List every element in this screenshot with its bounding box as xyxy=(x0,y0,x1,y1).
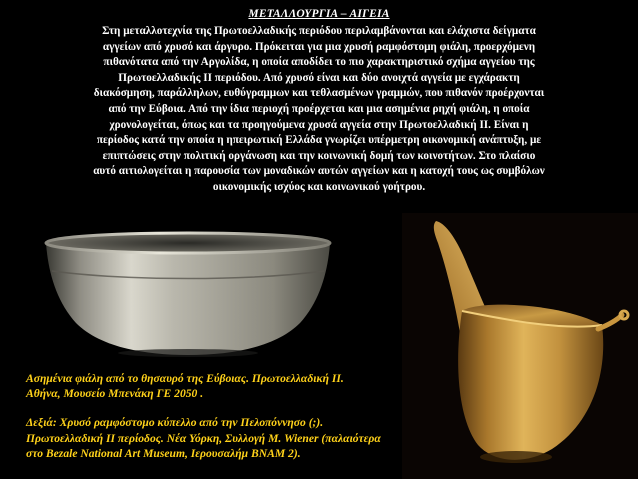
silver-bowl-photo xyxy=(38,231,338,359)
paragraph-line: από την Εύβοια. Από την ίδια περιοχή προέρχεται και μια ασημένια ρηχή φιάλη, η οποία xyxy=(108,102,530,115)
photo-caption xyxy=(26,371,456,461)
paragraph-line: διακόσμηση, παράλληλων, ευθύγραμμων και τεθλασμένων γραμμών, που πιθανόν προέρχονται xyxy=(93,87,545,100)
caption-line: Δεξιά: Χρυσό ραμφόστομο κύπελλο από την Πελοπόννησο (;). xyxy=(26,416,324,430)
paragraph-line: αυτό αιτιολογείται η παρουσία των μοναδικών αυτών αγγείων και η κατοχή τους ως συμβόλων xyxy=(93,165,545,178)
paragraph-line: οικονομικής ισχύος και κοινωνικού γοήτρου. xyxy=(212,180,426,193)
paragraph-line: Στη μεταλλοτεχνία της Πρωτοελλαδικής περιόδου περιλαμβάνονται και ελάχιστα δείγματα xyxy=(102,25,536,37)
paragraph-line: Πρωτοελλαδικής ΙΙ περιόδου. Από χρυσό είναι και δύο ανοιχτά αγγεία με εγχάρακτη xyxy=(118,71,520,84)
paragraph-line: πιθανότατα από την Αργολίδα, η οποία αποδίδει το πιο χαρακτηριστικό σχήμα αγγείου της xyxy=(103,56,535,69)
caption-line: Πρωτοελλαδική ΙΙ περίοδος. Νέα Υόρκη, Συλλογή Μ. Wiener (παλαιότερα xyxy=(26,431,381,445)
caption-line: στο Bezale National Art Museum, Ιερουσαλήμ BNAM 2). xyxy=(26,446,301,460)
paragraph-line: περίοδος κατά την οποία η ηπειρωτική Ελλάδα γνωρίζει υπέρμετρη οικονομική ανάπτυξη, με xyxy=(96,134,542,147)
slide-title: ΜΕΤΑΛΛΟΥΡΓΙΑ – ΑΙΓΕΙΑ xyxy=(248,8,390,20)
caption-line: Ασημένια φιάλη από το θησαυρό της Εύβοιας. Πρωτοελλαδική ΙΙ. xyxy=(26,372,344,385)
paragraph-line: χρονολογείται, όπως και τα προηγούμενα χρυσά αγγεία στην Πρωτοελλαδική ΙΙ. Είναι η xyxy=(109,118,529,131)
caption-line: Αθήνα, Μουσείο Μπενάκη ΓΕ 2050 . xyxy=(26,387,204,401)
silver-bowl-image xyxy=(38,231,338,359)
paragraph-line: αγγείων από χρυσό και άργυρο. Πρόκειται για μια χρυσή ραμφόστομη φιάλη, προερχόμενη xyxy=(102,40,536,53)
caption-spacer xyxy=(26,401,456,415)
paragraph-line: επιπτώσεις στην πολιτική οργάνωση και την κοινωνική δομή των κοινοτήτων. Στο πλαίσιο xyxy=(102,149,536,162)
main-paragraph xyxy=(8,24,630,196)
